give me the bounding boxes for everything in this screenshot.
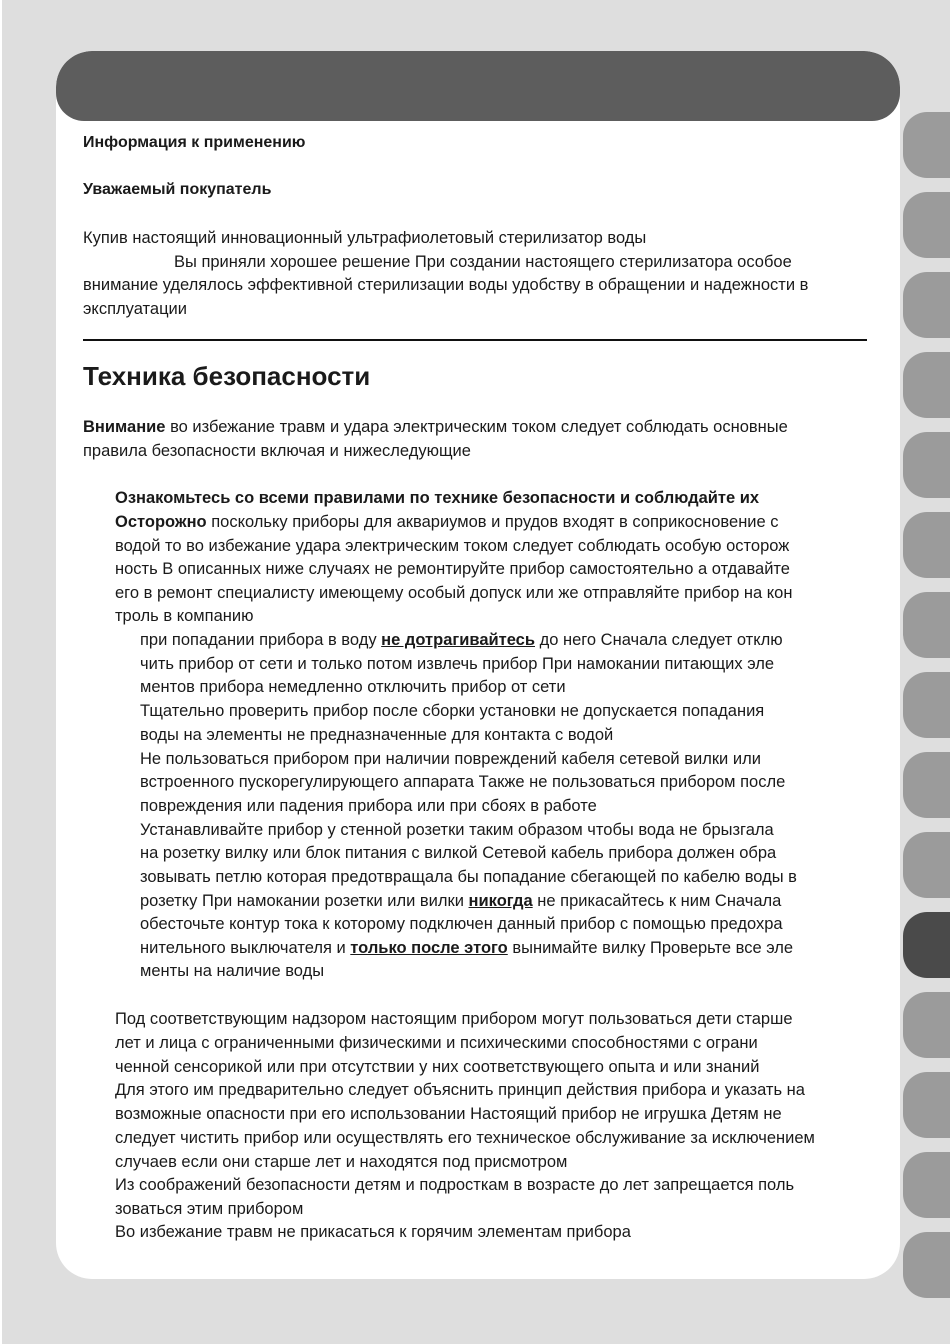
chapter-tab[interactable]	[903, 1232, 950, 1298]
chapter-tab[interactable]	[903, 992, 950, 1058]
chapter-tab-active[interactable]	[903, 912, 950, 978]
attention-label: Внимание	[83, 418, 166, 436]
emphasis-text: не дотрагивайтесь	[381, 631, 535, 649]
children-line: случаев если они старше лет и находятся под присмотром	[115, 1153, 568, 1171]
children-line: лет и лица с ограниченными физическими и психическими способностями с ограни	[115, 1034, 758, 1052]
attention-text: во избежание травм и удара электрическим током следует соблюдать основные	[165, 418, 788, 436]
children-line: Под соответствующим надзором настоящим прибором могут пользоваться дети старше	[115, 1010, 793, 1028]
chapter-tab[interactable]	[903, 672, 950, 738]
children-line: Из соображений безопасности детям и подросткам в возрасте до лет запрещается поль	[115, 1176, 795, 1194]
chapter-tab[interactable]	[903, 192, 950, 258]
item-text: до него Сначала следует отклю	[535, 631, 783, 649]
item-line: встроенного пускорегулирующего аппарата Также не пользоваться прибором после	[140, 773, 786, 791]
item-line: зовывать петлю которая предотвращала бы попадание сбегающей по кабелю воды в	[140, 868, 797, 886]
item-text: нительного выключателя и	[140, 939, 351, 957]
item-line: Устанавливайте прибор у стенной розетки таким образом чтобы вода не брызгала	[140, 821, 774, 839]
section-title: Техника безопасности	[83, 361, 371, 391]
item-line	[140, 890, 781, 914]
item-line: менты на наличие воды	[140, 962, 325, 980]
chapter-tab[interactable]	[903, 512, 950, 578]
item-text: вынимайте вилку Проверьте все эле	[507, 939, 794, 957]
page-edge	[0, 0, 2, 1344]
section-divider	[83, 339, 867, 341]
item-line: чить прибор от сети и только потом извлечь прибор При намокании питающих эле	[140, 655, 775, 673]
chapter-tab[interactable]	[903, 352, 950, 418]
chapter-tab[interactable]	[903, 592, 950, 658]
emphasis-text: никогда	[468, 892, 533, 910]
caution-line: водой то во избежание удара электрическим током следует соблюдать особую осторож	[115, 537, 790, 555]
item-text: не прикасайтесь к ним Сначала	[532, 892, 782, 910]
chapter-tab[interactable]	[903, 1152, 950, 1218]
children-line: Для этого им предварительно следует объяснить принцип действия прибора и указать на	[115, 1081, 805, 1099]
salutation: Уважаемый покупатель	[83, 181, 272, 198]
children-line: Во избежание травм не прикасаться к горячим элементам прибора	[115, 1223, 631, 1241]
children-line: возможные опасности при его использовании Настоящий прибор не игрушка Детям не	[115, 1105, 782, 1123]
item-line: Не пользоваться прибором при наличии повреждений кабеля сетевой вилки или	[140, 750, 761, 768]
item-line: на розетку вилку или блок питания с вилкой Сетевой кабель прибора должен обра	[140, 844, 777, 862]
chapter-tab[interactable]	[903, 752, 950, 818]
caution-line	[115, 511, 779, 535]
attention-line: правила безопасности включая и нижеследующие	[83, 442, 471, 460]
intro-line: эксплуатации	[83, 300, 187, 318]
caution-line: ность В описанных ниже случаях не ремонтируйте прибор самостоятельно а отдавайте	[115, 560, 790, 578]
caution-line: его в ремонт специалисту имеющему особый допуск или же отправляйте прибор на кон	[115, 584, 793, 602]
caution-line: троль в компанию	[115, 607, 254, 625]
chapter-tab[interactable]	[903, 272, 950, 338]
intro-line: Купив настоящий инновационный ультрафиолетовый стерилизатор воды	[83, 229, 647, 247]
read-rules-heading: Ознакомьтесь со всеми правилами по технике безопасности и соблюдайте их	[115, 489, 760, 507]
item-line: воды на элементы не предназначенные для контакта с водой	[140, 726, 614, 744]
item-text: розетку При намокании розетки или вилки	[140, 892, 469, 910]
caution-text: поскольку приборы для аквариумов и прудов входят в соприкосновение с	[206, 513, 779, 531]
chapter-tab[interactable]	[903, 112, 950, 178]
item-line: Тщательно проверить прибор после сборки установки не допускается попадания	[140, 702, 765, 720]
chapter-tabs	[903, 112, 950, 1312]
emphasis-text: только после этого	[350, 939, 508, 957]
attention-line	[83, 416, 788, 440]
item-text: при попадании прибора в воду	[140, 631, 382, 649]
intro-line: внимание уделялось эффективной стерилизации воды удобству в обращении и надежности в	[83, 276, 809, 294]
chapter-tab[interactable]	[903, 832, 950, 898]
item-line: обесточьте контур тока к которому подключен данный прибор с помощью предохра	[140, 915, 783, 933]
chapter-tab[interactable]	[903, 1072, 950, 1138]
children-line: зоваться этим прибором	[115, 1200, 304, 1218]
item-line	[140, 629, 783, 653]
header-bar	[56, 51, 900, 121]
intro-heading: Информация к применению	[83, 134, 306, 151]
caution-label: Осторожно	[115, 513, 207, 531]
chapter-tab[interactable]	[903, 432, 950, 498]
intro-line: Вы приняли хорошее решение При создании настоящего стерилизатора особое	[174, 253, 792, 271]
children-line: ченной сенсорикой или при отсутствии у них соответствующего опыта и или знаний	[115, 1058, 760, 1076]
item-line: ментов прибора немедленно отключить прибор от сети	[140, 678, 566, 696]
item-line: повреждения или падения прибора или при сбоях в работе	[140, 797, 597, 815]
item-line	[140, 937, 793, 961]
children-line: следует чистить прибор или осуществлять его техническое обслуживание за исключением	[115, 1129, 815, 1147]
